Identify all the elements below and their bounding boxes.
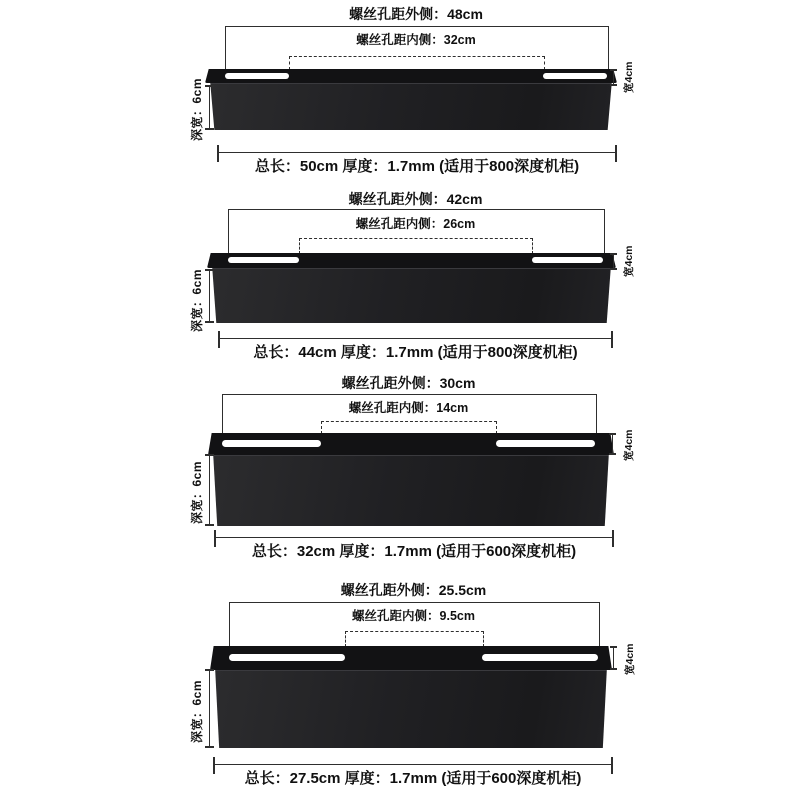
product-diagram-32cm xyxy=(0,370,800,575)
plate-front-face xyxy=(212,670,610,748)
flange-width-dimension-line xyxy=(613,647,614,669)
depth-dimension-line xyxy=(209,270,210,322)
mounting-flange xyxy=(208,433,614,455)
flange-width-dimension-line xyxy=(613,70,614,85)
inner-hole-dimension-bracket xyxy=(299,238,533,254)
product-diagram-50cm xyxy=(0,0,800,185)
total-length-label: 总长：44cm 厚度：1.7mm (适用于800深度机柜) xyxy=(253,344,578,361)
left-screw-slot xyxy=(229,654,345,661)
depth-dimension-line xyxy=(209,86,210,129)
inner-hole-distance-label: 螺丝孔距内侧：14cm xyxy=(348,401,469,415)
total-length-dimension-line xyxy=(214,764,612,765)
flange-width-label: 宽4cm xyxy=(623,429,635,461)
inner-hole-distance-label: 螺丝孔距内侧：26cm xyxy=(355,217,476,231)
left-screw-slot xyxy=(228,257,299,263)
inner-hole-distance-label: 螺丝孔距内侧：32cm xyxy=(356,33,476,47)
blanking-plate-image xyxy=(207,253,616,322)
product-diagram-44cm xyxy=(0,185,800,370)
total-length-dimension-line xyxy=(219,338,612,339)
total-length-dimension-line xyxy=(218,152,616,153)
flange-width-label: 宽4cm xyxy=(623,61,635,93)
outer-hole-distance-label: 螺丝孔距外侧：42cm xyxy=(348,191,483,207)
product-diagram-27-5cm xyxy=(0,575,800,800)
depth-label: 深宽：6cm xyxy=(190,268,204,332)
depth-dimension-line xyxy=(209,670,210,747)
inner-hole-dimension-bracket xyxy=(289,56,545,70)
blanking-plate-image xyxy=(205,69,617,129)
outer-hole-distance-label: 螺丝孔距外侧：30cm xyxy=(341,375,476,391)
blanking-plate-image xyxy=(210,646,612,747)
flange-width-dimension-line xyxy=(612,434,613,454)
right-screw-slot xyxy=(532,257,603,263)
mounting-flange xyxy=(207,253,616,268)
depth-label: 深宽：6cm xyxy=(190,77,204,141)
plate-front-face xyxy=(210,455,612,526)
mounting-flange xyxy=(205,69,617,83)
plate-front-face xyxy=(207,83,615,130)
inner-hole-distance-label: 螺丝孔距内侧：9.5cm xyxy=(352,609,475,623)
outer-hole-distance-label: 螺丝孔距外侧：48cm xyxy=(349,6,483,22)
flange-width-label: 宽4cm xyxy=(624,643,636,675)
plate-front-face xyxy=(209,268,614,323)
blanking-plate-image xyxy=(208,433,614,525)
left-screw-slot xyxy=(225,73,289,79)
flange-width-label: 宽4cm xyxy=(623,245,635,277)
depth-label: 深宽：6cm xyxy=(190,460,204,524)
right-screw-slot xyxy=(496,440,595,447)
outer-hole-distance-label: 螺丝孔距外侧：25.5cm xyxy=(340,582,487,598)
inner-hole-dimension-bracket xyxy=(345,631,484,647)
mounting-flange xyxy=(210,646,612,670)
right-screw-slot xyxy=(482,654,598,661)
depth-dimension-line xyxy=(209,455,210,525)
total-length-label: 总长：50cm 厚度：1.7mm (适用于800深度机柜) xyxy=(254,158,580,175)
flange-width-dimension-line xyxy=(613,254,614,269)
total-length-label: 总长：32cm 厚度：1.7mm (适用于600深度机柜) xyxy=(251,543,577,560)
right-screw-slot xyxy=(543,73,607,79)
total-length-dimension-line xyxy=(215,537,613,538)
depth-label: 深宽：6cm xyxy=(190,679,204,743)
total-length-label: 总长：27.5cm 厚度：1.7mm (适用于600深度机柜) xyxy=(244,770,582,787)
left-screw-slot xyxy=(222,440,321,447)
